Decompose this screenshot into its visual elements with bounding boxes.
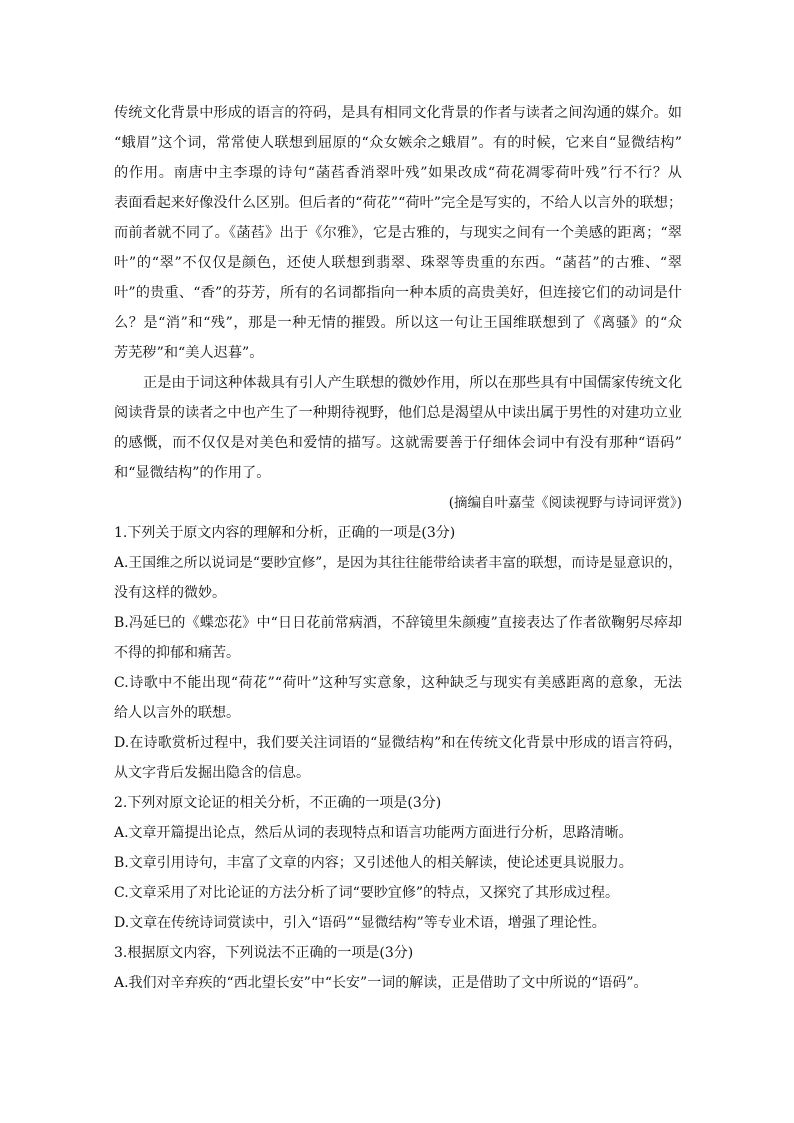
text-line: 的感慨，而不仅仅是对美色和爱情的描写。这就需要善于仔细体会词中有没有那种“语码” [114,435,682,451]
question-1 [114,518,682,788]
question-title: 1.下列关于原文内容的理解和分析，正确的一项是(3分) [114,525,456,541]
option-d-line: D.在诗歌赏析过程中，我们要关注词语的“显微结构”和在传统文化背景中形成的语言符码， [114,735,682,751]
option-d-line: D.文章在传统诗词赏读中，引入“语码”“显微结构”等专业术语，增强了理论性。 [114,915,606,931]
text-line: 和“显微结构”的作用了。 [114,465,271,481]
passage-paragraph-1 [114,98,682,368]
option-a-line: A.文章开篇提出论点，然后从词的表现特点和语言功能两方面进行分析，思路清晰。 [114,825,633,841]
text-line: 阅读背景的读者之中也产生了一种期待视野，他们总是渴望从中读出属于男性的对建功立业 [114,405,682,421]
passage-paragraph-2 [114,368,682,488]
option-a-line: A.我们对辛弃疾的“西北望长安”中“长安”一词的解读，正是借助了文中所说的“语码”。 [114,975,648,991]
source-citation: (摘编自叶嘉莹《阅读视野与诗词评赏》) [448,495,682,511]
option-a-line: A.王国维之所以说词是“要眇宜修”，是因为其往往能带给读者丰富的联想，而诗是显意识的， [114,555,682,571]
option-c-line: 给人以言外的联想。 [114,705,240,721]
text-line: 传统文化背景中形成的语言的符码，是具有相同文化背景的作者与读者之间沟通的媒介。如 [114,105,682,121]
question-3 [114,938,682,998]
text-line: 叶”的贵重、“香”的芬芳，所有的名词都指向一种本质的高贵美好，但连接它们的动词是什 [114,285,682,301]
text-line: 芳芜秽”和“美人迟暮”。 [114,345,264,361]
option-b-line: B.冯延巳的《蝶恋花》中“日日花前常病酒，不辞镜里朱颜瘦”直接表达了作者欲鞠躬尽瘁却 [114,615,682,631]
option-d-line: 从文字背后发掘出隐含的信息。 [114,765,310,781]
question-title: 3.根据原文内容，下列说法不正确的一项是(3分) [114,945,414,961]
question-2 [114,788,682,938]
option-c-line: C.文章采用了对比论证的方法分析了词“要眇宜修”的特点，又探究了其形成过程。 [114,885,619,901]
question-title: 2.下列对原文论证的相关分析，不正确的一项是(3分) [114,795,442,811]
text-line: 的作用。南唐中主李璟的诗句“菡萏香消翠叶残”如果改成“荷花凋零荷叶残”行不行？从 [114,165,682,181]
option-b-line: B.文章引用诗句，丰富了文章的内容；又引述他人的相关解读，使论述更具说服力。 [114,855,633,871]
text-line: 而前者就不同了。《菡萏》出于《尔雅》，它是古雅的，与现实之间有一个美感的距离；“翠 [114,225,682,241]
option-c-line: C.诗歌中不能出现“荷花”“荷叶”这种写实意象，这种缺乏与现实有美感距离的意象，无法 [114,675,682,691]
text-line: 正是由于词这种体裁具有引人产生联想的微妙作用，所以在那些具有中国儒家传统文化 [143,375,683,391]
option-a-line: 没有这样的微妙。 [114,585,226,601]
option-b-line: 不得的抑郁和痛苦。 [114,645,240,661]
text-line: 叶”的“翠”不仅仅是颜色，还使人联想到翡翠、珠翠等贵重的东西。“菡萏”的古雅、“翠 [114,255,682,271]
document-page [114,98,682,998]
text-line: “蛾眉”这个词，常常使人联想到屈原的“众女嫉余之蛾眉”。有的时候，它来自“显微结构” [114,135,682,151]
text-line: 么？是“消”和“残”，那是一种无情的摧毁。所以这一句让王国维联想到了《离骚》的“众 [114,315,682,331]
text-line: 表面看起来好像没什么区别。但后者的“荷花”“荷叶”完全是写实的，不给人以言外的联想； [114,195,683,211]
